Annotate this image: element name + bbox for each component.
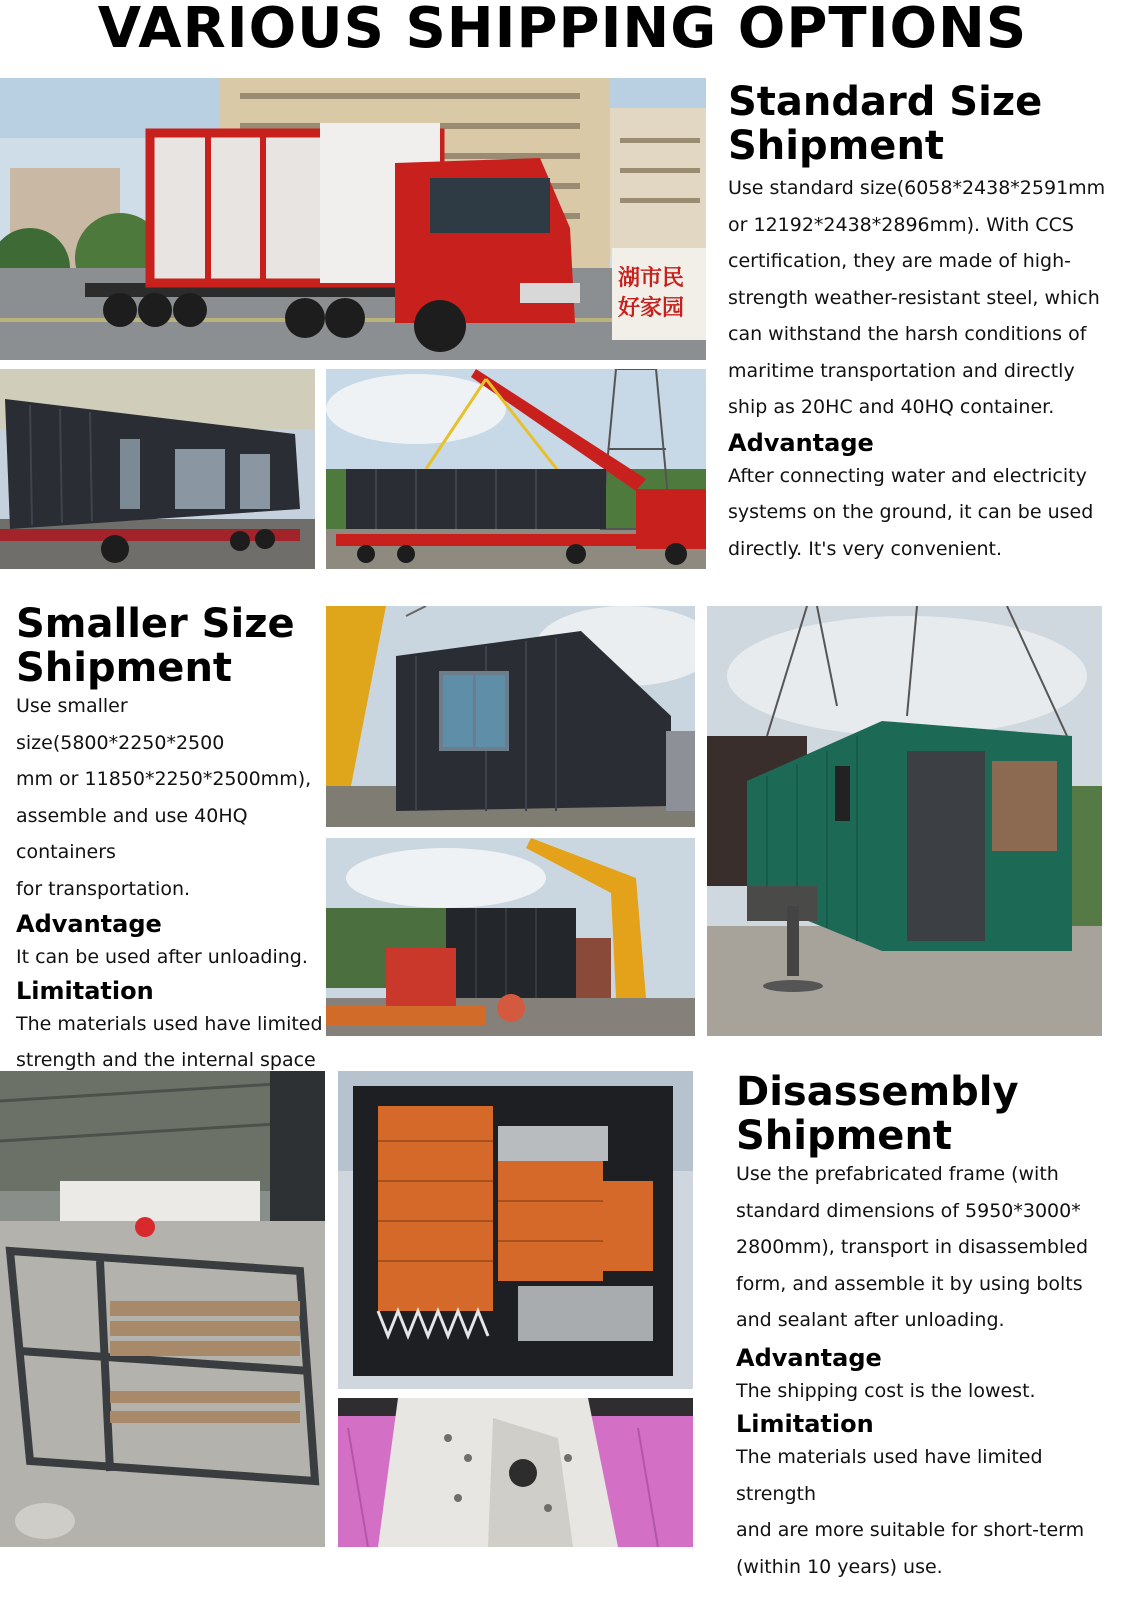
standard-heading-line1: Standard Size — [728, 79, 1043, 125]
text-line: and are more suitable for short-term — [736, 1519, 1085, 1541]
text-line: strength weather-resistant steel, which — [728, 286, 1100, 309]
smaller-green-container-photo — [707, 606, 1102, 1036]
standard-heading-line2: Shipment — [728, 123, 945, 169]
disassembly-heading-line1: Disassembly — [736, 1069, 1019, 1115]
text-line: The materials used have limited strength — [736, 1446, 1043, 1505]
disassembly-packed-container-photo — [338, 1071, 693, 1389]
street-sign-text: 湖市民 好家园 — [618, 266, 685, 321]
text-line: After connecting water and electricity — [728, 464, 1087, 487]
standard-crane-lift-photo — [326, 369, 706, 569]
text-line: directly. It's very convenient. — [728, 537, 1003, 560]
disassembly-limitation-label: Limitation — [736, 1410, 874, 1438]
standard-truck-photo — [0, 78, 706, 360]
text-line: maritime transportation and directly — [728, 359, 1075, 382]
smaller-heading-line1: Smaller Size — [16, 601, 295, 647]
standard-advantage-text — [728, 458, 1118, 568]
disassembly-factory-frames-photo — [0, 1071, 325, 1547]
disassembly-heading-line2: Shipment — [736, 1113, 953, 1159]
disassembly-limitation-text — [736, 1439, 1121, 1585]
disassembly-description — [736, 1156, 1121, 1339]
text-line: can withstand the harsh conditions of — [728, 323, 1087, 345]
text-line: (within 10 years) use. — [736, 1555, 943, 1578]
standard-black-container-photo — [0, 369, 315, 569]
disassembly-section — [736, 1070, 1121, 1585]
text-line: and sealant after unloading. — [736, 1309, 1005, 1331]
smaller-dark-container-photo — [326, 606, 695, 827]
text-line: certification, they are made of high- — [728, 250, 1072, 272]
text-line: The materials used have limited — [16, 1012, 323, 1035]
text-line: standard dimensions of 5950*3000* — [736, 1199, 1081, 1222]
text-line: The shipping cost is the lowest. — [736, 1379, 1036, 1402]
disassembly-advantage-text — [736, 1373, 1121, 1410]
text-line: systems on the ground, it can be used — [728, 501, 1094, 523]
standard-section — [728, 80, 1118, 567]
text-line: Use the prefabricated frame (with — [736, 1163, 1059, 1185]
smaller-description — [16, 688, 326, 907]
text-line: 2800mm), transport in disassembled — [736, 1236, 1089, 1258]
standard-description — [728, 170, 1118, 426]
smaller-advantage-label: Advantage — [16, 910, 162, 938]
text-line: ship as 20HC and 40HQ container. — [728, 396, 1055, 418]
smaller-advantage-text — [16, 939, 326, 976]
disassembly-advantage-label: Advantage — [736, 1343, 882, 1372]
text-line: It can be used after unloading. — [16, 946, 308, 968]
text-line: or 12192*2438*2896mm). With CCS — [728, 213, 1074, 236]
standard-advantage-label: Advantage — [728, 428, 874, 457]
smaller-section — [16, 602, 326, 1115]
smaller-forklift-photo — [326, 838, 695, 1036]
text-line: for transportation. — [16, 877, 191, 900]
disassembly-corner-detail-photo — [338, 1398, 693, 1547]
text-line: strength and the internal space — [16, 1049, 316, 1071]
smaller-limitation-label: Limitation — [16, 976, 154, 1005]
text-line: Use smaller size(5800*2250*2500 — [16, 695, 225, 754]
text-line: Use standard size(6058*2438*2591mm — [728, 177, 1106, 199]
text-line: mm or 11850*2250*2500mm), — [16, 768, 312, 790]
text-line: assemble and use 40HQ containers — [16, 804, 248, 863]
text-line: form, and assemble it by using bolts — [736, 1272, 1083, 1295]
page-title: VARIOUS SHIPPING OPTIONS — [97, 0, 1028, 61]
smaller-heading-line2: Shipment — [16, 645, 233, 691]
